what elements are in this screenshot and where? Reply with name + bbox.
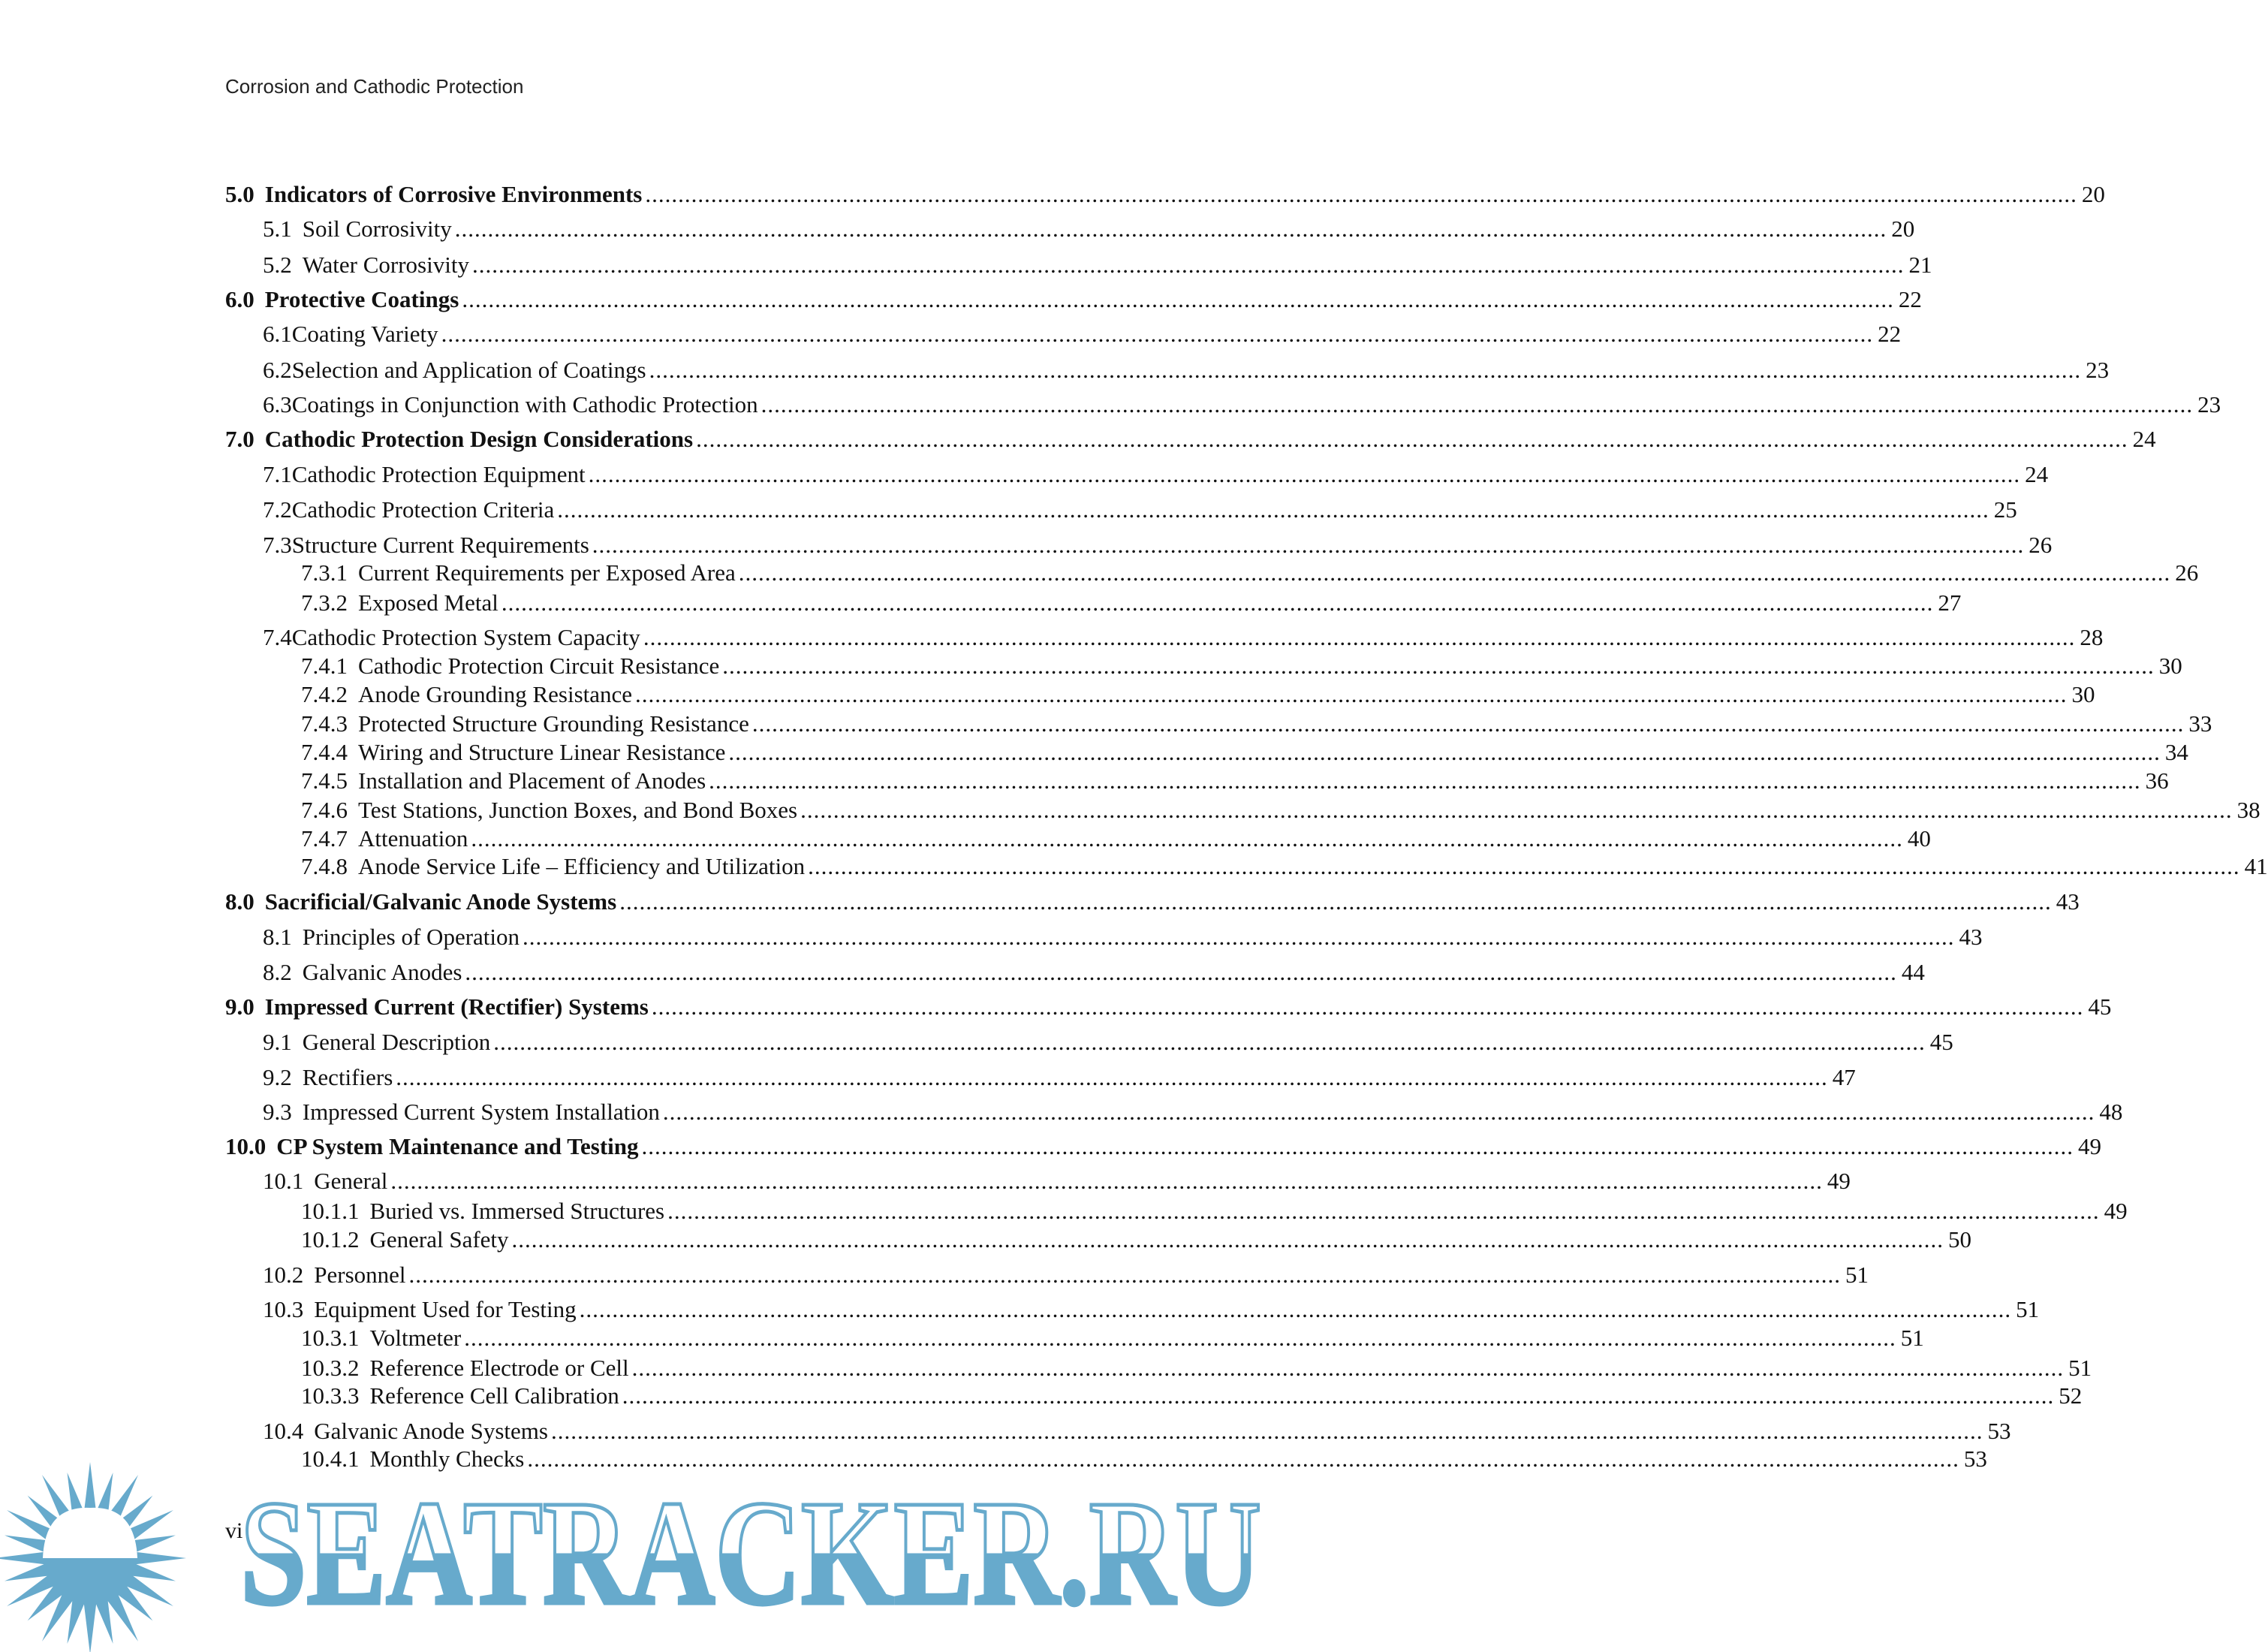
toc-entry-title: Selection and Application of Coatings — [291, 356, 646, 383]
toc-entry-page: 23 — [2086, 356, 2110, 383]
toc-entry-page: 28 — [2080, 623, 2104, 650]
dot-leader — [722, 651, 2155, 681]
toc-entry-page: 27 — [1938, 589, 1962, 616]
toc-entry-title: Cathodic Protection Design Considerations — [264, 426, 694, 453]
toc-entry-page: 43 — [2056, 888, 2080, 915]
toc-entry-page: 53 — [1963, 1446, 1987, 1473]
dot-leader — [652, 992, 2084, 1022]
toc-entry-title: Impressed Current (Rectifier) Systems — [264, 993, 649, 1020]
toc-entry-number: 9.2 — [263, 1063, 292, 1090]
dot-leader — [409, 1260, 1842, 1290]
toc-entry[interactable] — [301, 1353, 2092, 1383]
toc-entry-title: Galvanic Anodes — [302, 958, 462, 985]
toc-entry-title: General — [314, 1168, 388, 1195]
toc-entry-title: Water Corrosivity — [302, 251, 469, 278]
toc-entry-number: 7.4.2 — [301, 680, 348, 707]
toc-entry-page: 24 — [2025, 460, 2049, 487]
toc-entry-page: 51 — [2016, 1296, 2040, 1323]
toc-entry[interactable] — [263, 957, 1925, 987]
toc-entry-number: 7.4.1 — [301, 652, 348, 679]
toc-entry-page: 24 — [2132, 426, 2156, 453]
dot-leader — [645, 179, 2077, 210]
dot-leader — [667, 1196, 2100, 1226]
dot-leader — [619, 887, 2052, 917]
toc-entry-title: Current Requirements per Exposed Area — [358, 559, 736, 586]
toc-entry-number: 8.0 — [225, 888, 255, 915]
toc-entry-page: 34 — [2164, 738, 2188, 765]
toc-entry[interactable] — [263, 1166, 1851, 1196]
dot-leader — [512, 1225, 1944, 1255]
toc-entry-number: 7.2 — [263, 496, 292, 523]
toc-entry-page: 49 — [2104, 1197, 2128, 1224]
toc-entry-page: 47 — [1832, 1063, 1856, 1090]
toc-entry-title: Reference Cell Calibration — [369, 1382, 619, 1409]
toc-entry-title: General Safety — [369, 1225, 509, 1253]
toc-entry-page: 33 — [2188, 710, 2212, 737]
toc-entry[interactable] — [263, 355, 2110, 385]
toc-entry[interactable] — [301, 824, 1931, 854]
toc-entry[interactable] — [301, 1444, 1987, 1474]
dot-leader — [728, 737, 2161, 767]
toc-entry-number: 7.4.8 — [301, 853, 348, 880]
toc-entry-page: 26 — [2029, 531, 2053, 558]
toc-entry-number: 7.4.6 — [301, 796, 348, 823]
toc-entry[interactable] — [263, 1416, 2011, 1446]
dot-leader — [523, 922, 1955, 952]
toc-entry-page: 51 — [1845, 1262, 1869, 1289]
dot-leader — [696, 424, 2128, 454]
toc-entry-page: 53 — [1987, 1417, 2011, 1444]
toc-entry[interactable] — [301, 588, 1962, 618]
toc-entry-page: 51 — [2068, 1354, 2092, 1381]
toc-entry-title: Impressed Current System Installation — [302, 1098, 660, 1125]
toc-entry[interactable] — [263, 460, 2049, 490]
toc-entry-title: Attenuation — [358, 824, 468, 852]
toc-entry-title: Cathodic Protection Circuit Resistance — [358, 652, 720, 679]
page-number: vi — [225, 1518, 243, 1543]
toc-entry-number: 9.3 — [263, 1098, 292, 1125]
toc-entry-page: 20 — [1891, 216, 1915, 243]
toc-entry-title: Buried vs. Immersed Structures — [369, 1197, 665, 1224]
dot-leader — [464, 1323, 1896, 1353]
dot-leader — [471, 824, 1903, 854]
toc-entry-title: Principles of Operation — [302, 924, 520, 951]
dot-leader — [465, 957, 1897, 987]
toc-entry-title: Exposed Metal — [358, 589, 498, 616]
toc-entry[interactable] — [301, 1323, 1924, 1353]
toc-entry[interactable] — [263, 495, 2017, 525]
toc-entry-number: 10.1.1 — [301, 1197, 360, 1224]
dot-leader — [493, 1027, 1926, 1057]
toc-entry-title: Monthly Checks — [369, 1446, 525, 1473]
toc-entry-title: Protected Structure Grounding Resistance — [358, 710, 749, 737]
toc-entry[interactable] — [263, 1097, 2123, 1127]
toc-entry-page: 22 — [1878, 321, 1902, 348]
toc-entry[interactable] — [263, 623, 2104, 653]
toc-entry[interactable] — [225, 887, 2080, 917]
toc-entry-page: 38 — [2236, 796, 2260, 823]
toc-entry-page: 45 — [1929, 1029, 1953, 1056]
dot-leader — [396, 1063, 1828, 1093]
dot-leader — [501, 588, 1934, 618]
toc-entry-title: Soil Corrosivity — [302, 216, 452, 243]
toc-entry-number: 7.4.5 — [301, 767, 348, 794]
toc-entry[interactable] — [263, 214, 1915, 244]
toc-entry-number: 7.3.2 — [301, 589, 348, 616]
toc-entry[interactable] — [301, 558, 2199, 588]
toc-entry-number: 8.2 — [263, 958, 292, 985]
toc-entry[interactable] — [263, 1063, 1856, 1093]
dot-leader — [643, 623, 2076, 653]
toc-entry[interactable] — [301, 1225, 1972, 1255]
dot-leader — [592, 530, 2025, 560]
toc-entry-number: 7.0 — [225, 426, 255, 453]
toc-entry[interactable] — [301, 651, 2182, 681]
toc-entry-title: Test Stations, Junction Boxes, and Bond Boxes — [358, 796, 798, 823]
toc-entry[interactable] — [301, 680, 2095, 710]
toc-entry-number: 7.4 — [263, 623, 292, 650]
dot-leader — [800, 795, 2233, 825]
toc-entry[interactable] — [301, 1381, 2083, 1411]
toc-entry-page: 26 — [2175, 559, 2199, 586]
toc-entry[interactable] — [301, 795, 2260, 825]
toc-entry-number: 10.1.2 — [301, 1225, 360, 1253]
toc-entry-title: Cathodic Protection Criteria — [291, 496, 555, 523]
toc-entry-number: 8.1 — [263, 924, 292, 951]
toc-entry-title: Sacrificial/Galvanic Anode Systems — [264, 888, 617, 915]
watermark-text: SEATRACKER.RU — [240, 1470, 1261, 1636]
dot-leader — [589, 460, 2021, 490]
toc-entry[interactable] — [263, 1027, 1953, 1057]
toc-entry-page: 48 — [2099, 1098, 2123, 1125]
toc-entry-page: 52 — [2059, 1382, 2083, 1409]
toc-entry-page: 50 — [1948, 1225, 1972, 1253]
watermark-logo — [0, 1449, 1276, 1652]
toc-entry[interactable] — [225, 424, 2156, 454]
dot-leader — [752, 709, 2185, 739]
toc-entry[interactable] — [263, 390, 2221, 420]
toc-entry[interactable] — [263, 319, 1902, 349]
toc-entry-page: 23 — [2197, 391, 2221, 418]
toc-entry-page: 41 — [2244, 853, 2268, 880]
toc-entry[interactable] — [263, 250, 1932, 280]
toc-entry-number: 7.3.1 — [301, 559, 348, 586]
toc-entry-number: 10.2 — [263, 1262, 304, 1289]
toc-entry-page: 25 — [1993, 496, 2017, 523]
toc-entry[interactable] — [301, 737, 2188, 767]
dot-leader — [455, 214, 1887, 244]
toc-entry-page: 22 — [1898, 286, 1922, 313]
toc-entry-number: 10.4 — [263, 1417, 304, 1444]
toc-entry-number: 9.1 — [263, 1029, 292, 1056]
toc-entry-number: 7.4.4 — [301, 738, 348, 765]
toc-entry-title: Installation and Placement of Anodes — [358, 767, 706, 794]
toc-entry-title: Wiring and Structure Linear Resistance — [358, 738, 726, 765]
toc-entry-number: 10.3.1 — [301, 1325, 360, 1352]
toc-entry-number: 10.3.3 — [301, 1382, 360, 1409]
toc-entry-page: 30 — [2158, 652, 2182, 679]
toc-entry[interactable] — [263, 922, 1983, 952]
dot-leader — [527, 1444, 1959, 1474]
toc-entry-number: 5.2 — [263, 251, 292, 278]
toc-entry-title: General Description — [302, 1029, 491, 1056]
toc-entry-number: 6.0 — [225, 286, 255, 313]
toc-entry-title: Galvanic Anode Systems — [314, 1417, 548, 1444]
toc-entry-page: 40 — [1907, 824, 1931, 852]
dot-leader — [635, 680, 2068, 710]
toc-entry-number: 7.1 — [263, 460, 292, 487]
toc-entry[interactable] — [263, 1260, 1869, 1290]
toc-entry-page: 45 — [2088, 993, 2112, 1020]
toc-entry-number: 5.0 — [225, 180, 255, 207]
running-header: Corrosion and Cathodic Protection — [225, 75, 524, 98]
dot-leader — [390, 1166, 1823, 1196]
dot-leader — [663, 1097, 2095, 1127]
toc-entry[interactable] — [263, 530, 2053, 560]
dot-leader — [632, 1353, 2065, 1383]
toc-entry-number: 6.1 — [263, 321, 292, 348]
dot-leader — [580, 1295, 2012, 1325]
dot-leader — [472, 250, 1905, 280]
toc-entry-page: 49 — [1827, 1168, 1851, 1195]
toc-entry-title: Anode Service Life – Efficiency and Utilization — [358, 853, 806, 880]
toc-entry[interactable] — [225, 1132, 2102, 1162]
dot-leader — [462, 285, 1894, 315]
sun-icon — [0, 1462, 186, 1652]
toc-entry[interactable] — [301, 709, 2212, 739]
toc-entry-title: Rectifiers — [302, 1063, 393, 1090]
dot-leader — [808, 852, 2240, 882]
toc-entry-title: Protective Coatings — [264, 286, 459, 313]
toc-entry-number: 7.4.3 — [301, 710, 348, 737]
toc-entry[interactable] — [225, 992, 2112, 1022]
toc-entry-title: Cathodic Protection Equipment — [291, 460, 586, 487]
toc-entry-title: Coatings in Conjunction with Cathodic Protection — [291, 391, 758, 418]
toc-entry-page: 49 — [2078, 1133, 2102, 1160]
dot-leader — [642, 1132, 2074, 1162]
dot-leader — [649, 355, 2082, 385]
toc-entry-page: 21 — [1908, 251, 1932, 278]
dot-leader — [622, 1381, 2055, 1411]
toc-entry-title: Coating Variety — [291, 321, 438, 348]
toc-entry-number: 9.0 — [225, 993, 255, 1020]
dot-leader — [551, 1416, 1983, 1446]
toc-entry-number: 10.4.1 — [301, 1446, 360, 1473]
toc-entry[interactable] — [301, 852, 2268, 882]
toc-entry-number: 10.1 — [263, 1168, 304, 1195]
dot-leader — [557, 495, 1989, 525]
toc-entry-page: 20 — [2081, 180, 2105, 207]
toc-entry-page: 30 — [2071, 680, 2095, 707]
toc-entry-number: 10.3 — [263, 1296, 304, 1323]
toc-entry-title: Reference Electrode or Cell — [369, 1354, 629, 1381]
toc-entry-title: Structure Current Requirements — [291, 531, 589, 558]
dot-leader — [441, 319, 1874, 349]
toc-entry-number: 10.0 — [225, 1133, 267, 1160]
toc-entry-number: 5.1 — [263, 216, 292, 243]
toc-entry-number: 7.4.7 — [301, 824, 348, 852]
toc-entry[interactable] — [301, 1196, 2128, 1226]
toc-entry-title: Equipment Used for Testing — [314, 1296, 577, 1323]
toc-entry[interactable] — [301, 766, 2169, 796]
toc-entry-page: 44 — [1901, 958, 1925, 985]
toc-entry-page: 51 — [1900, 1325, 1924, 1352]
toc-entry-number: 7.3 — [263, 531, 292, 558]
toc-entry-title: Personnel — [314, 1262, 406, 1289]
toc-entry-title: Voltmeter — [369, 1325, 462, 1352]
toc-entry[interactable] — [225, 179, 2105, 210]
toc-entry-page: 36 — [2145, 767, 2169, 794]
dot-leader — [709, 766, 2141, 796]
toc-entry-title: CP System Maintenance and Testing — [276, 1133, 639, 1160]
dot-leader — [761, 390, 2194, 420]
toc-entry[interactable] — [225, 285, 1922, 315]
toc-entry-number: 6.3 — [263, 391, 292, 418]
toc-entry-page: 43 — [1959, 924, 1983, 951]
toc-entry-number: 10.3.2 — [301, 1354, 360, 1381]
toc-entry[interactable] — [263, 1295, 2040, 1325]
dot-leader — [739, 558, 2171, 588]
toc-entry-title: Cathodic Protection System Capacity — [291, 623, 640, 650]
toc-entry-title: Anode Grounding Resistance — [358, 680, 633, 707]
toc-entry-title: Indicators of Corrosive Environments — [264, 180, 643, 207]
toc-entry-number: 6.2 — [263, 356, 292, 383]
